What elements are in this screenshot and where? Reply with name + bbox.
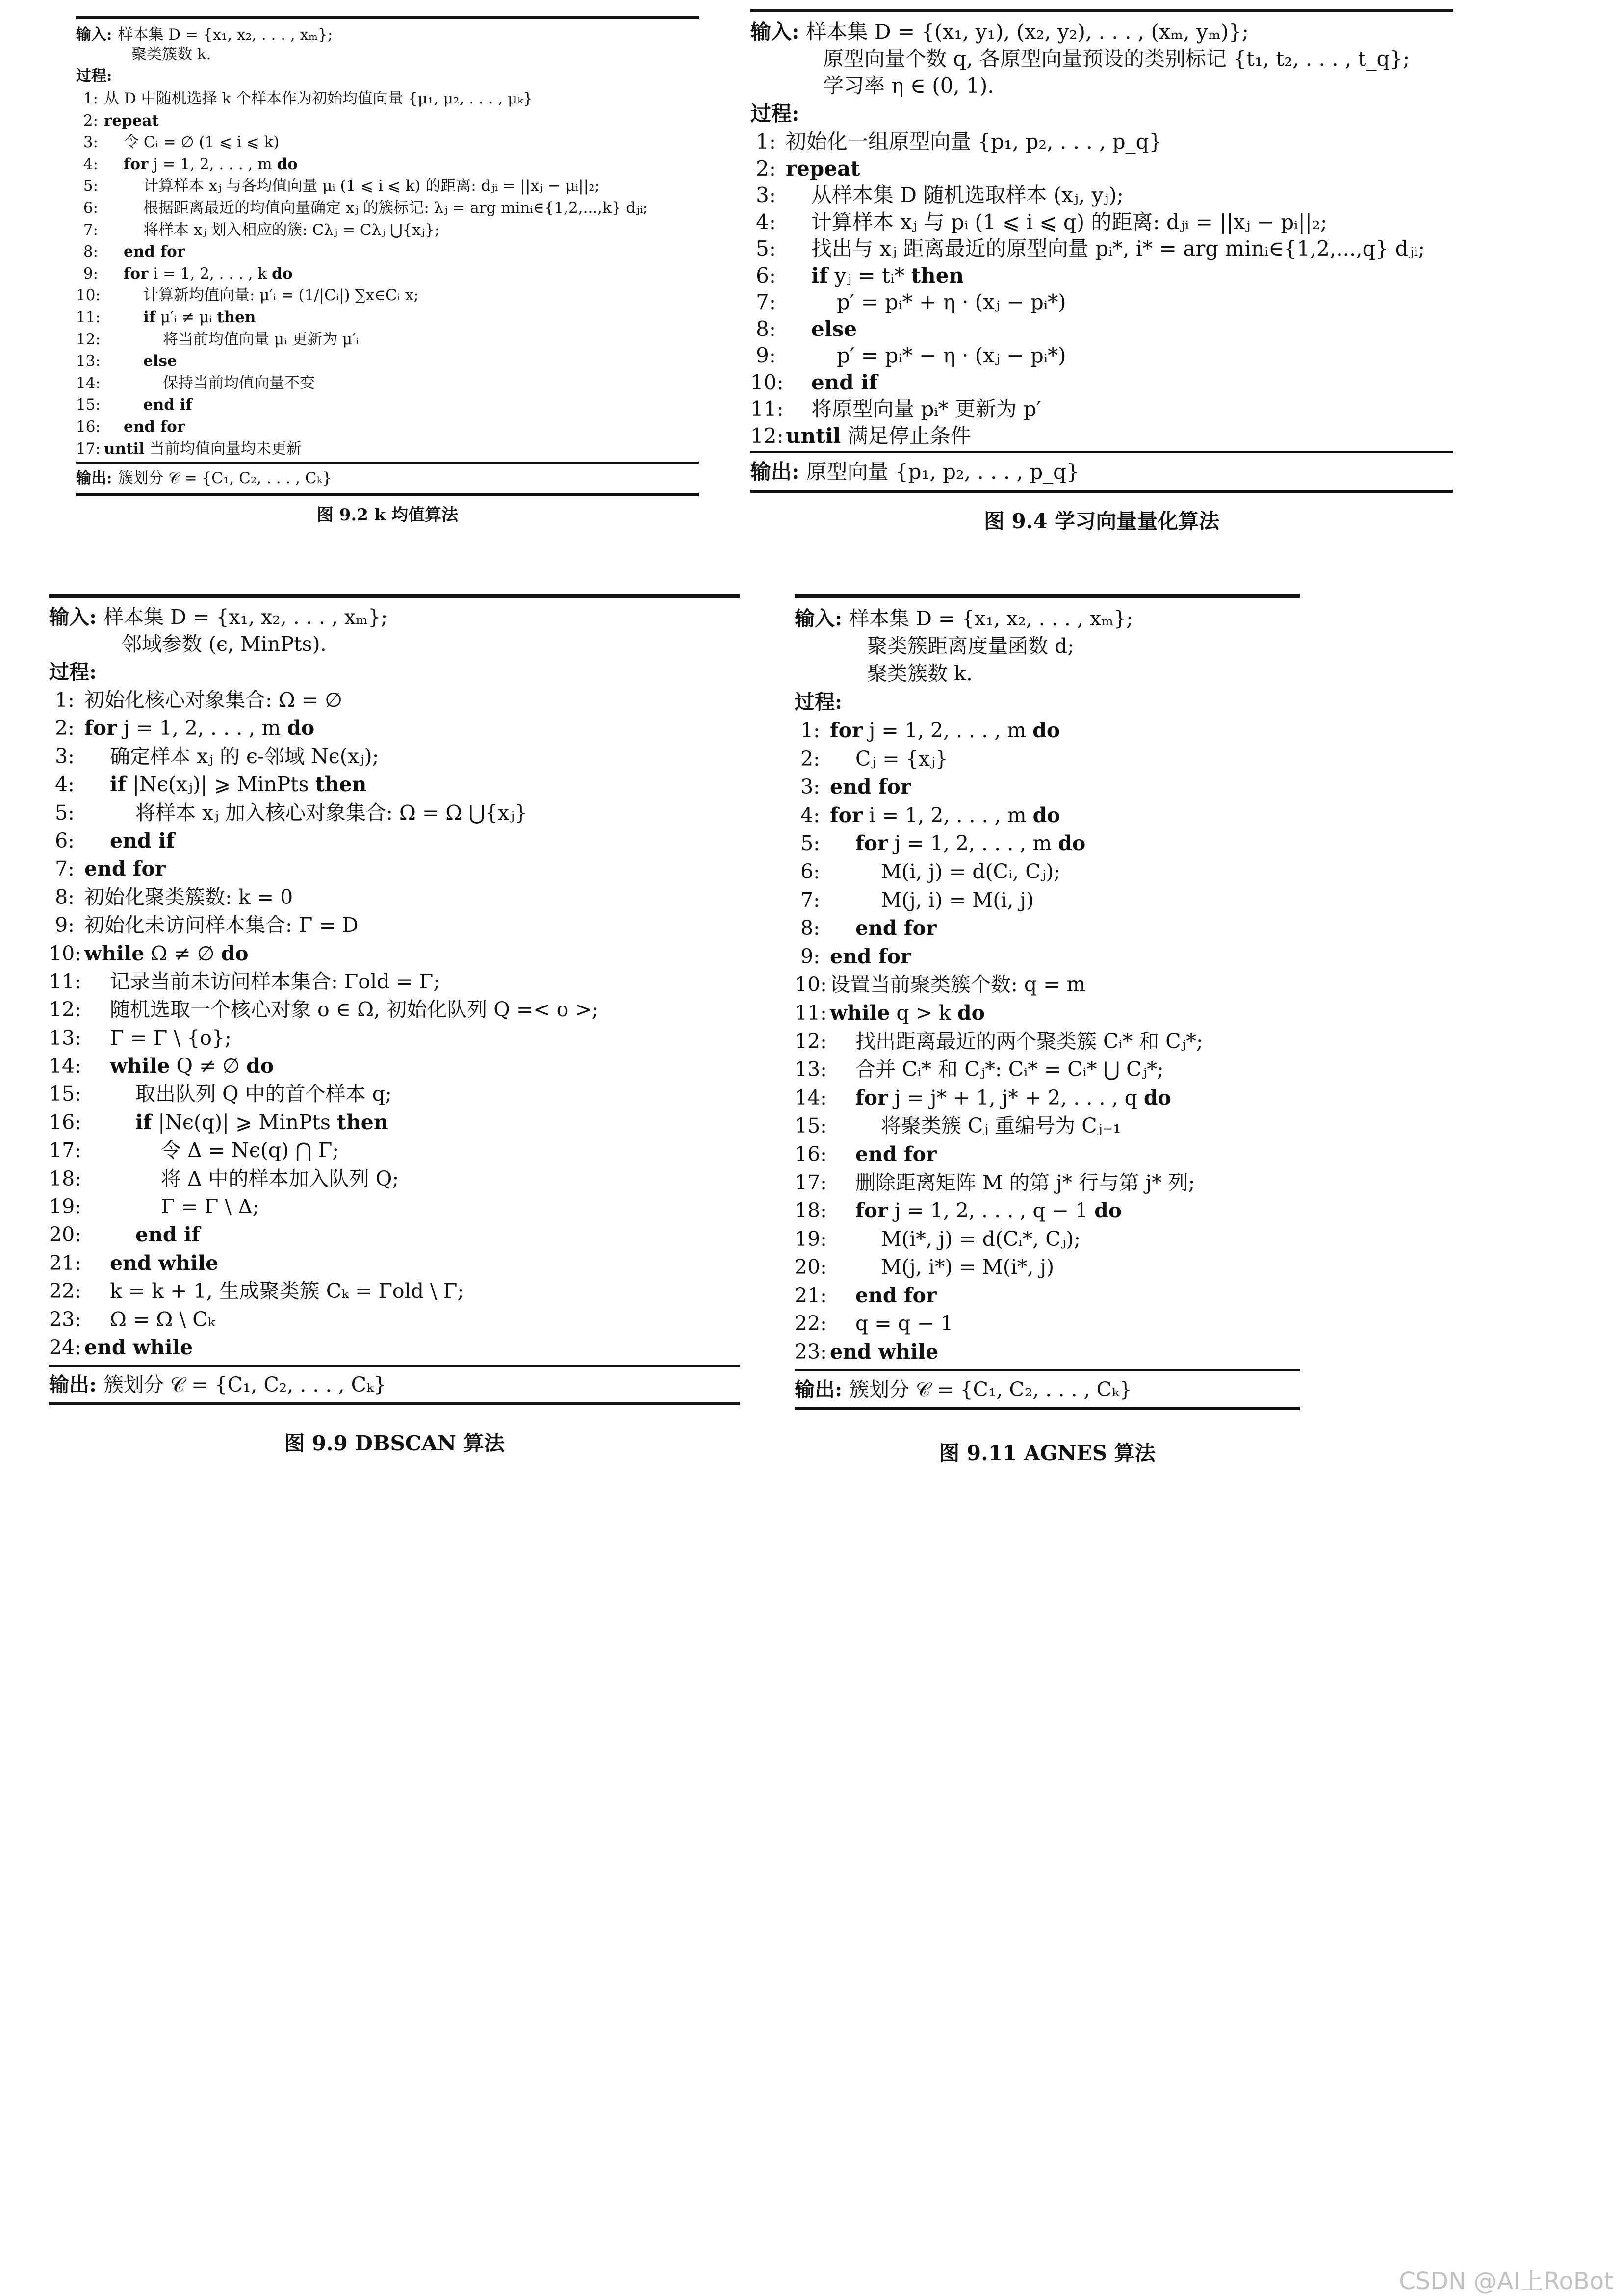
algorithm-step: [750, 262, 1453, 289]
step-text: for j = 1, 2, . . . , m do: [84, 716, 315, 740]
process-label: 过程:: [49, 660, 97, 684]
step-text: 将样本 xⱼ 划入相应的簇: Cλⱼ = Cλⱼ ⋃{xⱼ};: [143, 221, 440, 239]
algorithm-step: [49, 686, 740, 714]
step-text: while Ω ≠ ∅ do: [84, 941, 249, 965]
step-number: 12:: [49, 998, 81, 1022]
algorithm-step: [795, 1253, 1300, 1282]
algorithm-step: [49, 714, 740, 742]
algorithm-step: [795, 1169, 1300, 1197]
step-number: 19:: [795, 1227, 827, 1251]
input-line: [795, 632, 1300, 660]
step-number: 6:: [800, 859, 820, 883]
step-text: 将 Δ 中的样本加入队列 Q;: [161, 1166, 399, 1190]
bottom-rule: [49, 1402, 740, 1405]
step-text: 将原型向量 pᵢ* 更新为 p′: [811, 397, 1041, 421]
algorithm-step: [76, 416, 699, 438]
input-label: 输入:: [795, 607, 843, 630]
algorithm-step: [795, 999, 1300, 1028]
bottom-rule: [76, 493, 699, 496]
algorithm-step: [750, 155, 1453, 182]
algorithm-step: [76, 219, 699, 241]
algorithm-step: [49, 855, 740, 883]
input-line: [76, 45, 699, 64]
step-number: 6:: [55, 828, 75, 852]
algorithm-step: [750, 369, 1453, 396]
step-number: 4:: [756, 209, 776, 234]
algorithm-step: [795, 971, 1300, 999]
algorithm-step: [49, 1024, 740, 1052]
step-text: for j = 1, 2, . . . , m do: [855, 831, 1086, 855]
step-text: 设置当前聚类簇个数: q = m: [830, 973, 1086, 997]
step-text: 将当前均值向量 μᵢ 更新为 μ′ᵢ: [163, 330, 359, 348]
step-text: q = q − 1: [855, 1312, 953, 1336]
step-number: 6:: [756, 263, 776, 287]
step-number: 4:: [83, 155, 98, 173]
step-text: if |Nϵ(q)| ⩾ MinPts then: [135, 1110, 388, 1134]
algorithm-step: [76, 131, 699, 154]
algorithm-step: [76, 110, 699, 132]
figure-caption: 图 9.2 k 均值算法: [316, 505, 459, 525]
algorithm-step: [750, 209, 1453, 236]
figure-caption: 图 9.9 DBSCAN 算法: [284, 1431, 505, 1455]
step-text: Γ = Γ \ Δ;: [161, 1195, 259, 1219]
step-number: 14:: [795, 1085, 827, 1109]
algorithm-step: [795, 1225, 1300, 1254]
step-text: M(j, i*) = M(i*, j): [881, 1255, 1055, 1279]
step-number: 8:: [800, 916, 820, 940]
step-text: 计算样本 xⱼ 与 pᵢ (1 ⩽ i ⩽ q) 的距离: dⱼᵢ = ||xⱼ − pᵢ||₂;: [811, 209, 1327, 234]
algorithm-step: [76, 175, 699, 197]
step-text: else: [143, 352, 177, 370]
input-line: [49, 631, 740, 658]
step-text: end if: [143, 396, 192, 414]
input-text: 聚类簇距离度量函数 d;: [867, 634, 1075, 658]
step-text: while Q ≠ ∅ do: [110, 1054, 274, 1078]
algorithm-step: [49, 1080, 740, 1108]
process-label: 过程:: [76, 67, 112, 85]
step-number: 7:: [55, 857, 75, 881]
algorithm-step: [795, 914, 1300, 943]
algorithm-step: [49, 996, 740, 1024]
algorithm-step: [795, 1310, 1300, 1338]
bottom-rule: [750, 490, 1453, 493]
step-number: 4:: [55, 773, 75, 797]
output-label: 输出:: [750, 460, 799, 484]
step-text: 确定样本 xⱼ 的 ϵ-邻域 Nϵ(xⱼ);: [110, 744, 379, 768]
step-number: 12:: [76, 330, 101, 348]
step-text: k = k + 1, 生成聚类簇 Cₖ = Γold \ Γ;: [110, 1279, 464, 1303]
step-text: while q > k do: [830, 1001, 985, 1025]
step-text: end for: [84, 857, 166, 881]
input-line: [795, 605, 1300, 632]
step-text: end for: [124, 417, 185, 436]
step-text: end for: [830, 944, 911, 968]
algorithm-step: [795, 1338, 1300, 1367]
input-line: [795, 660, 1300, 687]
step-text: end for: [855, 1283, 937, 1307]
algorithm-step: [795, 1197, 1300, 1225]
step-number: 17:: [795, 1170, 827, 1194]
algorithm-step: [750, 316, 1453, 343]
algorithm-step: [750, 342, 1453, 369]
step-number: 7:: [83, 221, 98, 239]
step-text: 根据距离最近的均值向量确定 xⱼ 的簇标记: λⱼ = arg minᵢ∈{1,2,...,k} dⱼᵢ;: [143, 199, 648, 217]
step-number: 20:: [49, 1223, 81, 1247]
step-number: 3:: [83, 133, 98, 152]
algorithm-step: [795, 745, 1300, 774]
algorithm-step: [76, 307, 699, 329]
step-number: 2:: [55, 716, 75, 740]
step-number: 7:: [756, 290, 776, 314]
step-number: 4:: [800, 803, 820, 827]
step-number: 1:: [83, 90, 98, 107]
input-text: 聚类簇数 k.: [867, 662, 973, 685]
step-text: end for: [124, 243, 185, 261]
algorithm-step: [49, 1109, 740, 1136]
step-text: end while: [830, 1340, 939, 1364]
step-text: Ω = Ω \ Cₖ: [110, 1307, 215, 1331]
step-number: 8:: [83, 243, 98, 261]
algorithm-step: [795, 1112, 1300, 1140]
step-number: 7:: [800, 888, 820, 912]
step-number: 11:: [76, 308, 101, 326]
step-number: 9:: [756, 343, 776, 367]
step-text: p′ = pᵢ* + η · (xⱼ − pᵢ*): [837, 290, 1066, 314]
algorithm-step: [750, 129, 1453, 155]
step-number: 2:: [756, 156, 776, 181]
step-text: for i = 1, 2, . . . , m do: [830, 803, 1060, 827]
algorithm-step: [76, 284, 699, 307]
top-rule: [49, 594, 740, 598]
algorithm-step: [795, 1140, 1300, 1169]
step-text: 记录当前未访问样本集合: Γold = Γ;: [110, 969, 440, 993]
input-text: 样本集 D = {x₁, x₂, . . . , xₘ};: [849, 607, 1133, 630]
step-number: 18:: [795, 1199, 827, 1223]
step-number: 2:: [83, 111, 98, 129]
algorithm-step: [49, 743, 740, 771]
output-line: [49, 1370, 740, 1399]
input-label: 输入:: [76, 26, 112, 44]
step-text: 计算样本 xⱼ 与各均值向量 μᵢ (1 ⩽ i ⩽ k) 的距离: dⱼᵢ = ||xⱼ − μᵢ||₂;: [143, 177, 600, 195]
step-text: 取出队列 Q 中的首个样本 q;: [135, 1082, 392, 1106]
step-text: end if: [110, 828, 175, 852]
algorithm-lines: [76, 88, 699, 460]
step-text: 初始化聚类簇数: k = 0: [84, 885, 293, 909]
step-text: 令 Δ = Nϵ(q) ⋂ Γ;: [161, 1138, 339, 1162]
top-rule: [76, 16, 699, 19]
step-text: 合并 Cᵢ* 和 Cⱼ*: Cᵢ* = Cᵢ* ⋃ Cⱼ*;: [855, 1058, 1164, 1082]
step-number: 15:: [76, 396, 101, 414]
input-line: [76, 25, 699, 45]
algorithm-step: [76, 394, 699, 416]
output-text: 簇划分 𝒞 = {C₁, C₂, . . . , Cₖ}: [103, 1373, 386, 1397]
algorithm-kmeans: [76, 16, 699, 496]
step-number: 5:: [756, 236, 776, 260]
algorithm-step: [49, 1165, 740, 1193]
output-rule: [750, 451, 1453, 453]
step-number: 14:: [49, 1054, 81, 1078]
step-text: if μ′ᵢ ≠ μᵢ then: [143, 308, 256, 326]
algorithm-lines: [795, 717, 1300, 1367]
figure-caption: 图 9.11 AGNES 算法: [939, 1441, 1156, 1465]
step-text: p′ = pᵢ* − η · (xⱼ − pᵢ*): [837, 343, 1066, 367]
input-text: 聚类簇数 k.: [131, 46, 211, 63]
output-rule: [49, 1365, 740, 1367]
input-label: 输入:: [49, 605, 97, 629]
algorithm-step: [795, 1028, 1300, 1056]
algorithm-step: [76, 438, 699, 460]
step-number: 10:: [49, 941, 81, 965]
algorithm-step: [795, 1056, 1300, 1084]
step-text: repeat: [104, 111, 159, 129]
algorithm-step: [795, 858, 1300, 886]
algorithm-step: [750, 396, 1453, 423]
input-line: [750, 72, 1453, 99]
step-text: for j = j* + 1, j* + 2, . . . , q do: [855, 1085, 1171, 1109]
process-label: 过程:: [750, 102, 799, 126]
step-number: 9:: [55, 913, 75, 937]
algorithm-step: [76, 263, 699, 285]
step-number: 12:: [750, 423, 784, 448]
step-text: for j = 1, 2, . . . , m do: [124, 155, 298, 173]
algorithm-step: [49, 1221, 740, 1249]
process-label: 过程:: [795, 690, 843, 714]
step-text: 初始化核心对象集合: Ω = ∅: [84, 688, 342, 712]
step-number: 17:: [49, 1138, 81, 1162]
step-text: Cⱼ = {xⱼ}: [855, 747, 948, 771]
step-number: 14:: [76, 374, 101, 392]
algorithm-step: [49, 1306, 740, 1334]
algorithm-step: [795, 801, 1300, 830]
algorithm-step: [76, 241, 699, 263]
step-text: 找出与 xⱼ 距离最近的原型向量 pᵢ*, i* = arg minᵢ∈{1,2,...,q} dⱼᵢ;: [811, 236, 1425, 260]
step-text: 随机选取一个核心对象 o ∈ Ω, 初始化队列 Q =< o >;: [110, 998, 599, 1022]
output-label: 输出:: [795, 1377, 843, 1401]
step-number: 19:: [49, 1195, 81, 1219]
algorithm-step: [795, 1084, 1300, 1112]
output-line: [76, 466, 699, 490]
step-number: 5:: [55, 800, 75, 825]
algorithm-lvq: [750, 9, 1453, 493]
step-number: 5:: [800, 831, 820, 855]
output-rule: [76, 462, 699, 464]
step-number: 6:: [83, 199, 98, 217]
input-text: 邻域参数 (ϵ, MinPts).: [122, 632, 327, 656]
algorithm-step: [49, 1136, 740, 1164]
top-rule: [795, 594, 1300, 598]
watermark: CSDN @AI上RoBot: [1399, 2268, 1613, 2295]
step-text: 令 Cᵢ = ∅ (1 ⩽ i ⩽ k): [124, 133, 280, 152]
output-text: 原型向量 {p₁, p₂, . . . , p_q}: [806, 460, 1080, 484]
algorithm-step: [795, 773, 1300, 801]
algorithm-step: [49, 827, 740, 855]
step-text: 计算新均值向量: μ′ᵢ = (1/|Cᵢ|) ∑x∈Cᵢ x;: [143, 286, 419, 305]
output-text: 簇划分 𝒞 = {C₁, C₂, . . . , Cₖ}: [849, 1377, 1132, 1401]
step-text: if |Nϵ(xⱼ)| ⩾ MinPts then: [110, 773, 367, 797]
algorithm-step: [750, 289, 1453, 316]
step-text: end while: [84, 1335, 193, 1359]
step-number: 21:: [795, 1283, 827, 1307]
algorithm-dbscan: [49, 594, 740, 1405]
step-number: 11:: [750, 397, 784, 421]
step-number: 9:: [800, 944, 820, 968]
step-text: M(i*, j) = d(Cᵢ*, Cⱼ);: [881, 1227, 1081, 1251]
step-number: 8:: [55, 885, 75, 909]
step-number: 15:: [795, 1114, 827, 1138]
algorithm-step: [49, 968, 740, 996]
step-text: repeat: [786, 156, 860, 181]
step-number: 12:: [795, 1029, 827, 1053]
algorithm-step: [795, 1282, 1300, 1310]
output-label: 输出:: [49, 1373, 97, 1397]
step-text: 将聚类簇 Cⱼ 重编号为 Cⱼ₋₁: [881, 1114, 1121, 1138]
input-line: [750, 45, 1453, 72]
step-number: 23:: [795, 1340, 827, 1364]
bottom-rule: [795, 1407, 1300, 1410]
algorithm-step: [76, 88, 699, 110]
input-line: [49, 604, 740, 631]
step-number: 17:: [76, 439, 101, 458]
algorithm-step: [49, 1249, 740, 1277]
algorithm-step: [49, 1193, 740, 1221]
step-number: 23:: [49, 1307, 81, 1331]
step-number: 13:: [76, 352, 101, 370]
step-number: 21:: [49, 1251, 81, 1275]
step-number: 5:: [83, 177, 98, 195]
step-number: 22:: [795, 1312, 827, 1336]
output-line: [750, 457, 1453, 487]
algorithm-step: [49, 940, 740, 968]
step-number: 3:: [55, 744, 75, 768]
step-number: 2:: [800, 747, 820, 771]
input-text: 学习率 η ∈ (0, 1).: [823, 74, 994, 98]
step-text: until 满足停止条件: [786, 423, 971, 448]
algorithm-step: [76, 154, 699, 176]
step-number: 16:: [76, 417, 101, 436]
step-text: 初始化未访问样本集合: Γ = D: [84, 913, 359, 937]
step-number: 15:: [49, 1082, 81, 1106]
algorithm-step: [76, 329, 699, 351]
step-number: 24:: [49, 1335, 81, 1359]
algorithm-step: [49, 799, 740, 827]
algorithm-step: [750, 235, 1453, 262]
step-text: Γ = Γ \ {o};: [110, 1026, 232, 1050]
input-text: 样本集 D = {x₁, x₂, . . . , xₘ};: [103, 605, 388, 629]
input-text: 样本集 D = {x₁, x₂, . . . , xₘ};: [118, 26, 333, 44]
input-text: 原型向量个数 q, 各原型向量预设的类别标记 {t₁, t₂, . . . , t_q};: [823, 47, 1410, 71]
algorithm-step: [49, 911, 740, 939]
step-number: 1:: [756, 129, 776, 154]
step-text: 从 D 中随机选择 k 个样本作为初始均值向量 {μ₁, μ₂, . . . , μₖ}: [104, 90, 533, 107]
algorithm-lines: [49, 686, 740, 1362]
input-label: 输入:: [750, 20, 799, 44]
step-text: 初始化一组原型向量 {p₁, p₂, . . . , p_q}: [786, 129, 1162, 154]
step-text: 找出距离最近的两个聚类簇 Cᵢ* 和 Cⱼ*;: [855, 1029, 1203, 1053]
step-text: end for: [855, 916, 937, 940]
step-number: 9:: [83, 264, 98, 283]
step-text: end for: [830, 775, 911, 799]
step-number: 10:: [750, 370, 784, 394]
algorithm-step: [76, 372, 699, 394]
step-text: 保持当前均值向量不变: [163, 374, 315, 392]
algorithm-step: [795, 943, 1300, 971]
step-number: 22:: [49, 1279, 81, 1303]
step-text: 将样本 xⱼ 加入核心对象集合: Ω = Ω ⋃{xⱼ}: [135, 800, 528, 825]
step-number: 20:: [795, 1255, 827, 1279]
algorithm-lines: [750, 129, 1453, 449]
output-text: 簇划分 𝒞 = {C₁, C₂, . . . , Cₖ}: [118, 469, 332, 488]
step-text: M(j, i) = M(i, j): [881, 888, 1034, 912]
step-number: 11:: [795, 1001, 827, 1025]
input-line: [750, 18, 1453, 45]
algorithm-step: [76, 197, 699, 219]
step-text: end if: [811, 370, 878, 394]
step-text: end if: [135, 1223, 201, 1247]
output-label: 输出:: [76, 469, 112, 488]
algorithm-step: [795, 829, 1300, 858]
step-text: M(i, j) = d(Cᵢ, Cⱼ);: [881, 859, 1061, 883]
output-line: [795, 1375, 1300, 1404]
step-number: 10:: [76, 286, 101, 305]
algorithm-step: [795, 886, 1300, 915]
step-number: 16:: [795, 1142, 827, 1166]
step-number: 11:: [49, 969, 81, 993]
step-text: else: [811, 316, 857, 341]
figure-caption: 图 9.4 学习向量量化算法: [983, 509, 1220, 533]
step-number: 16:: [49, 1110, 81, 1134]
step-text: for i = 1, 2, . . . , k do: [124, 264, 293, 283]
algorithm-step: [49, 1277, 740, 1305]
step-text: 从样本集 D 随机选取样本 (xⱼ, yⱼ);: [811, 183, 1124, 207]
algorithm-step: [49, 883, 740, 911]
algorithm-step: [49, 1052, 740, 1080]
algorithm-step: [76, 350, 699, 372]
step-number: 1:: [800, 719, 820, 742]
step-text: for j = 1, 2, . . . , m do: [830, 719, 1060, 742]
step-number: 10:: [795, 973, 827, 997]
step-text: 删除距离矩阵 M 的第 j* 行与第 j* 列;: [855, 1170, 1195, 1194]
step-text: end while: [110, 1251, 219, 1275]
step-number: 13:: [49, 1026, 81, 1050]
algorithm-step: [750, 182, 1453, 209]
step-number: 3:: [756, 183, 776, 207]
input-text: 样本集 D = {(x₁, y₁), (x₂, y₂), . . . , (xₘ, yₘ)};: [806, 20, 1249, 44]
step-text: until 当前均值向量均未更新: [104, 439, 302, 458]
output-rule: [795, 1369, 1300, 1371]
step-number: 18:: [49, 1166, 81, 1190]
top-rule: [750, 9, 1453, 12]
step-number: 8:: [756, 316, 776, 341]
step-text: for j = 1, 2, . . . , q − 1 do: [855, 1199, 1122, 1223]
step-number: 1:: [55, 688, 75, 712]
algorithm-step: [49, 1334, 740, 1362]
algorithm-agnes: [795, 594, 1300, 1410]
step-number: 13:: [795, 1058, 827, 1082]
algorithm-step: [795, 717, 1300, 745]
algorithm-step: [49, 771, 740, 799]
step-text: if yⱼ = tᵢ* then: [811, 263, 964, 287]
algorithm-step: [750, 423, 1453, 450]
step-number: 3:: [800, 775, 820, 799]
step-text: end for: [855, 1142, 937, 1166]
